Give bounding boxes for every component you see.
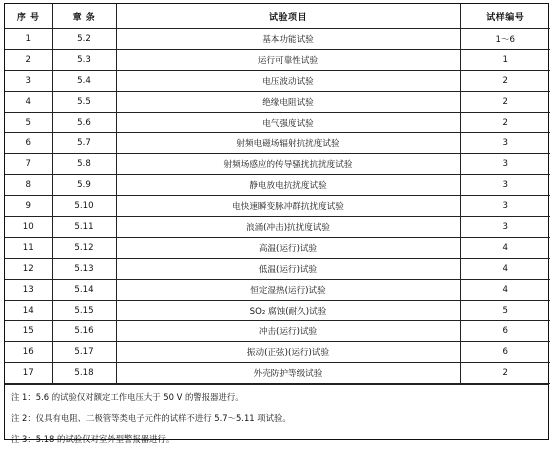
table-header-row [5, 4, 550, 29]
cell-sample-no: 4 [460, 279, 550, 300]
table-body [5, 29, 550, 384]
cell-sample-no: 3 [460, 175, 550, 196]
table-row [5, 363, 550, 384]
table-row [5, 196, 550, 217]
note-line: 注 1：5.6 的试验仅对额定工作电压大于 50 V 的警报器进行。 [11, 392, 244, 403]
header-test-item: 试验项目 [116, 4, 460, 29]
cell-clause: 5.12 [52, 237, 116, 258]
cell-seq: 10 [5, 217, 52, 238]
cell-seq: 16 [5, 342, 52, 363]
cell-sample-no: 4 [460, 237, 550, 258]
table-row [5, 279, 550, 300]
table-row [5, 300, 550, 321]
cell-clause: 5.9 [52, 175, 116, 196]
cell-sample-no: 1～6 [460, 29, 550, 50]
cell-test-item: 射频电磁场辐射抗扰度试验 [116, 133, 460, 154]
cell-test-item: 绝缘电阻试验 [116, 91, 460, 112]
cell-sample-no: 3 [460, 196, 550, 217]
cell-sample-no: 2 [460, 91, 550, 112]
header-seq: 序 号 [5, 4, 52, 29]
notes-section [5, 384, 548, 450]
table-row [5, 112, 550, 133]
cell-clause: 5.18 [52, 363, 116, 384]
cell-sample-no: 6 [460, 342, 550, 363]
cell-seq: 12 [5, 258, 52, 279]
cell-seq: 14 [5, 300, 52, 321]
cell-clause: 5.10 [52, 196, 116, 217]
cell-test-item: 电压波动试验 [116, 70, 460, 91]
cell-test-item: 振动(正弦)(运行)试验 [116, 342, 460, 363]
cell-clause: 5.13 [52, 258, 116, 279]
cell-sample-no: 3 [460, 217, 550, 238]
cell-clause: 5.7 [52, 133, 116, 154]
cell-clause: 5.14 [52, 279, 116, 300]
cell-test-item: 冲击(运行)试验 [116, 321, 460, 342]
cell-sample-no: 2 [460, 112, 550, 133]
note-line: 注 3：5.18 的试验仅对室外型警报器进行。 [11, 434, 175, 445]
cell-test-item: 电气强度试验 [116, 112, 460, 133]
cell-seq: 13 [5, 279, 52, 300]
cell-seq: 9 [5, 196, 52, 217]
table-row [5, 133, 550, 154]
header-sample-no: 试样编号 [460, 4, 550, 29]
table-row [5, 175, 550, 196]
cell-test-item: 静电放电抗扰度试验 [116, 175, 460, 196]
table-row [5, 342, 550, 363]
cell-sample-no: 6 [460, 321, 550, 342]
cell-seq: 3 [5, 70, 52, 91]
table-row [5, 258, 550, 279]
cell-clause: 5.17 [52, 342, 116, 363]
table-row [5, 321, 550, 342]
cell-clause: 5.16 [52, 321, 116, 342]
table-row [5, 237, 550, 258]
cell-sample-no: 3 [460, 154, 550, 175]
cell-clause: 5.6 [52, 112, 116, 133]
cell-clause: 5.8 [52, 154, 116, 175]
cell-clause: 5.2 [52, 29, 116, 50]
note-line: 注 2：仪具有电阻、二极管等类电子元件的试样不进行 5.7～5.11 项试验。 [11, 413, 291, 424]
cell-sample-no: 5 [460, 300, 550, 321]
cell-clause: 5.4 [52, 70, 116, 91]
cell-clause: 5.11 [52, 217, 116, 238]
test-items-table-document [4, 3, 549, 445]
header-clause: 章 条 [52, 4, 116, 29]
cell-clause: 5.5 [52, 91, 116, 112]
cell-seq: 5 [5, 112, 52, 133]
table-row [5, 154, 550, 175]
cell-test-item: 射频场感应的传导骚扰抗扰度试验 [116, 154, 460, 175]
cell-sample-no: 1 [460, 49, 550, 70]
cell-clause: 5.15 [52, 300, 116, 321]
table-row [5, 91, 550, 112]
cell-seq: 7 [5, 154, 52, 175]
cell-seq: 15 [5, 321, 52, 342]
cell-test-item: 浪涌(冲击)抗扰度试验 [116, 217, 460, 238]
test-items-table [5, 4, 550, 384]
table-row [5, 70, 550, 91]
cell-sample-no: 4 [460, 258, 550, 279]
cell-sample-no: 2 [460, 363, 550, 384]
cell-seq: 8 [5, 175, 52, 196]
cell-test-item: SO₂ 腐蚀(耐久)试验 [116, 300, 460, 321]
cell-seq: 1 [5, 29, 52, 50]
table-row [5, 49, 550, 70]
cell-sample-no: 3 [460, 133, 550, 154]
cell-test-item: 恒定湿热(运行)试验 [116, 279, 460, 300]
cell-seq: 17 [5, 363, 52, 384]
cell-test-item: 电快速瞬变脉冲群抗扰度试验 [116, 196, 460, 217]
cell-sample-no: 2 [460, 70, 550, 91]
cell-test-item: 基本功能试验 [116, 29, 460, 50]
cell-test-item: 高温(运行)试验 [116, 237, 460, 258]
cell-test-item: 外壳防护等级试验 [116, 363, 460, 384]
cell-seq: 4 [5, 91, 52, 112]
cell-test-item: 低温(运行)试验 [116, 258, 460, 279]
cell-seq: 2 [5, 49, 52, 70]
table-row [5, 29, 550, 50]
cell-seq: 11 [5, 237, 52, 258]
cell-test-item: 运行可靠性试验 [116, 49, 460, 70]
cell-seq: 6 [5, 133, 52, 154]
cell-clause: 5.3 [52, 49, 116, 70]
table-row [5, 217, 550, 238]
